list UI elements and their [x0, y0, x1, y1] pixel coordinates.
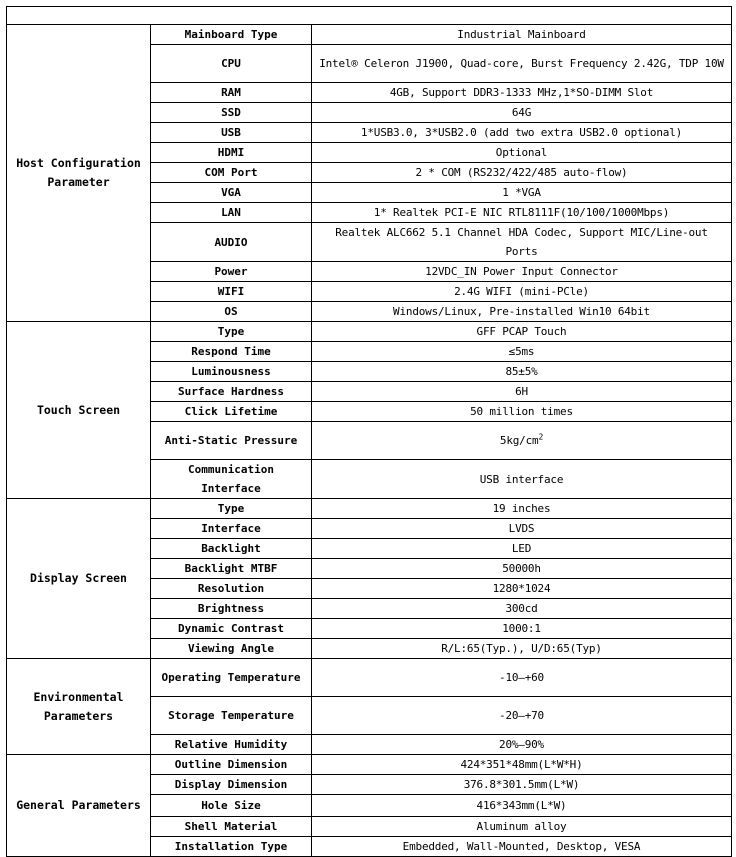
spec-value-text: 50000h — [502, 562, 541, 575]
spec-value-text: 19 inches — [492, 502, 551, 515]
spec-label: USB — [151, 123, 312, 143]
spec-label: VGA — [151, 183, 312, 203]
table-row — [7, 755, 732, 775]
spec-value — [312, 223, 732, 262]
spec-value-text: 1280*1024 — [492, 582, 551, 595]
spec-label: WIFI — [151, 282, 312, 302]
spec-label: Type — [151, 322, 312, 342]
spec-label: Brightness — [151, 599, 312, 619]
spec-value-text: -10—+60 — [499, 671, 544, 684]
spec-label: Outline Dimension — [151, 755, 312, 775]
spec-value — [312, 83, 732, 103]
spec-label: CPU — [151, 45, 312, 83]
spec-value-text: Windows/Linux, Pre-installed Win10 64bit — [393, 305, 650, 318]
spec-value — [312, 422, 732, 460]
spec-value-text: Optional — [495, 146, 548, 159]
spec-value-text: 64G — [511, 106, 532, 119]
spec-label: Shell Material — [151, 817, 312, 837]
spec-label: Luminousness — [151, 362, 312, 382]
spec-value — [312, 499, 732, 519]
spec-label: Installation Type — [151, 837, 312, 857]
spec-label: Click Lifetime — [151, 402, 312, 422]
spec-label: Surface Hardness — [151, 382, 312, 402]
spec-value — [312, 322, 732, 342]
spec-table — [6, 6, 732, 857]
spec-value — [312, 817, 732, 837]
spec-value — [312, 382, 732, 402]
spec-value — [312, 302, 732, 322]
spec-value-text: 4GB, Support DDR3-1333 MHz,1*SO-DIMM Slot — [389, 86, 654, 99]
spec-value — [312, 519, 732, 539]
spec-value — [312, 579, 732, 599]
spec-value — [312, 659, 732, 697]
section-category: Display Screen — [7, 499, 151, 659]
spec-value — [312, 25, 732, 45]
spec-value-text: 2.4G WIFI (mini-PCle) — [454, 285, 589, 298]
spec-label: Dynamic Contrast — [151, 619, 312, 639]
spec-value-text: -20—+70 — [499, 709, 544, 722]
spec-label: OS — [151, 302, 312, 322]
spec-value-text: USB interface — [479, 472, 564, 486]
spec-label: RAM — [151, 83, 312, 103]
table-row — [7, 659, 732, 697]
spec-label: HDMI — [151, 143, 312, 163]
spec-label: Type — [151, 499, 312, 519]
spec-label: Backlight — [151, 539, 312, 559]
spec-value-text: Industrial Mainboard — [457, 28, 586, 41]
spec-value-text: 5kg/cm — [499, 434, 539, 447]
spec-value-text: 6H — [515, 385, 528, 398]
section-category: Environmental Parameters — [7, 659, 151, 755]
spec-value — [312, 559, 732, 579]
spec-value-text: Embedded, Wall-Mounted, Desktop, VESA — [402, 840, 641, 853]
spec-value — [312, 262, 732, 282]
spec-label: Viewing Angle — [151, 639, 312, 659]
spec-label: SSD — [151, 103, 312, 123]
spec-value-text: LED — [511, 542, 532, 555]
table-row — [7, 499, 732, 519]
spec-label: Respond Time — [151, 342, 312, 362]
spec-value — [312, 45, 732, 83]
spec-value — [312, 697, 732, 735]
spec-value — [312, 362, 732, 382]
spec-label: Hole Size — [151, 795, 312, 817]
spec-value — [312, 599, 732, 619]
spec-label: Anti-Static Pressure — [151, 422, 312, 460]
table-row — [7, 322, 732, 342]
spec-value-text: 85±5% — [505, 365, 538, 378]
spec-value-text: 1*USB3.0, 3*USB2.0 (add two extra USB2.0 optional) — [360, 126, 683, 139]
spec-label: Relative Humidity — [151, 735, 312, 755]
spec-value-text: Aluminum alloy — [476, 820, 567, 833]
spec-value-text: R/L:65(Typ.), U/D:65(Typ) — [441, 642, 602, 655]
spec-value — [312, 639, 732, 659]
spec-value-text: GFF PCAP Touch — [476, 325, 567, 338]
spec-value — [312, 203, 732, 223]
table-header-cell — [7, 7, 732, 25]
spec-label: Mainboard Type — [151, 25, 312, 45]
spec-value — [312, 123, 732, 143]
spec-value-text: 1000:1 — [502, 622, 541, 635]
spec-value — [312, 539, 732, 559]
spec-label: Communication Interface — [151, 460, 312, 499]
spec-value-text: Realtek ALC662 5.1 Channel HDA Codec, Support MIC/Line-out Ports — [335, 226, 708, 258]
spec-label: Resolution — [151, 579, 312, 599]
spec-value — [312, 342, 732, 362]
spec-label: AUDIO — [151, 223, 312, 262]
spec-label: Operating Temperature — [151, 659, 312, 697]
spec-value — [312, 837, 732, 857]
spec-label: COM Port — [151, 163, 312, 183]
spec-label: Power — [151, 262, 312, 282]
spec-value — [312, 755, 732, 775]
spec-value — [312, 775, 732, 795]
spec-value-text: 12VDC_IN Power Input Connector — [425, 265, 618, 278]
spec-value — [312, 183, 732, 203]
spec-value-superscript: 2 — [538, 432, 544, 442]
spec-value — [312, 460, 732, 499]
spec-value — [312, 402, 732, 422]
spec-value-text: 50 million times — [470, 405, 573, 418]
section-category: General Parameters — [7, 755, 151, 857]
spec-value-text: 376.8*301.5mm(L*W) — [463, 778, 580, 791]
spec-value — [312, 282, 732, 302]
spec-value-text: 1 *VGA — [502, 186, 541, 199]
spec-label: Interface — [151, 519, 312, 539]
spec-value — [312, 163, 732, 183]
spec-value-text: 20%—90% — [499, 738, 544, 751]
spec-value-text: LVDS — [508, 522, 535, 535]
spec-value — [312, 103, 732, 123]
spec-table-body — [7, 7, 732, 857]
spec-value — [312, 735, 732, 755]
spec-value-text: 1* Realtek PCI-E NIC RTL8111F(10/100/1000Mbps) — [373, 206, 670, 219]
section-category: Host Configuration Parameter — [7, 25, 151, 322]
spec-label: LAN — [151, 203, 312, 223]
spec-label: Backlight MTBF — [151, 559, 312, 579]
spec-value-text: 424*351*48mm(L*W*H) — [460, 758, 583, 771]
table-row — [7, 25, 732, 45]
table-header-row — [7, 7, 732, 25]
spec-value — [312, 619, 732, 639]
section-category: Touch Screen — [7, 322, 151, 499]
spec-value — [312, 795, 732, 817]
spec-value — [312, 143, 732, 163]
spec-value-text: 416*343mm(L*W) — [476, 799, 567, 812]
spec-value-text: Intel® Celeron J1900, Quad-core, Burst Frequency 2.42G, TDP 10W — [319, 57, 724, 70]
spec-label: Display Dimension — [151, 775, 312, 795]
spec-value-text: 2 * COM (RS232/422/485 auto-flow) — [415, 166, 628, 179]
spec-label: Storage Temperature — [151, 697, 312, 735]
spec-value-text: 300cd — [505, 602, 538, 615]
spec-value-text: ≤5ms — [508, 345, 535, 358]
